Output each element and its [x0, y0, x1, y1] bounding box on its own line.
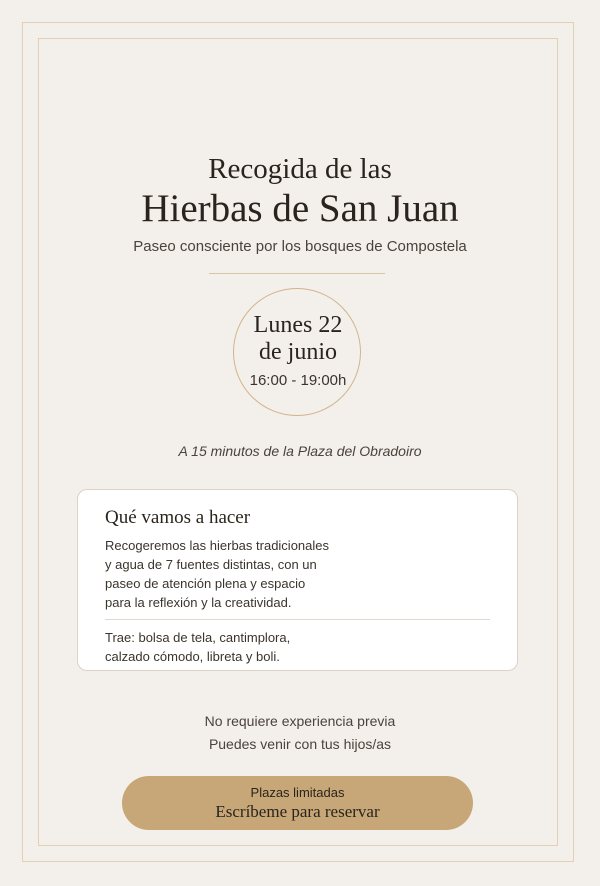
subtitle: Paseo consciente por los bosques de Compostela: [133, 238, 467, 255]
date-badge: [233, 288, 361, 416]
reserve-button[interactable]: [122, 776, 473, 830]
bring-line: calzado cómodo, libreta y boli.: [105, 649, 280, 664]
activity-title: Qué vamos a hacer: [105, 507, 251, 528]
date-month: de junio: [259, 339, 337, 365]
card-divider: [105, 619, 490, 620]
divider: [209, 273, 385, 274]
description-line: Recogeremos las hierbas tradicionales: [105, 538, 330, 553]
title-line-2: Hierbas de San Juan: [141, 187, 459, 230]
date-day: Lunes 22: [253, 312, 343, 338]
activity-description: [105, 536, 365, 612]
description-line: y agua de 7 fuentes distintas, con un: [105, 557, 317, 572]
title-line-1: Recogida de las: [208, 153, 392, 185]
description-line: paseo de atención plena y espacio: [105, 576, 306, 591]
reserve-button-label: Escríbeme para reservar: [215, 802, 380, 821]
experience-note: No requiere experiencia previa: [204, 713, 396, 729]
activity-card: [77, 489, 518, 671]
children-note: Puedes venir con tus hijos/as: [208, 736, 392, 752]
reserve-button-caption: Plazas limitadas: [250, 785, 345, 800]
location-text: A 15 minutos de la Plaza del Obradoiro: [178, 443, 422, 459]
what-to-bring: [105, 628, 405, 666]
description-line: para la reflexión y la creatividad.: [105, 595, 292, 610]
bring-line: Trae: bolsa de tela, cantimplora,: [105, 630, 291, 645]
date-time: 16:00 - 19:00h: [249, 372, 347, 389]
